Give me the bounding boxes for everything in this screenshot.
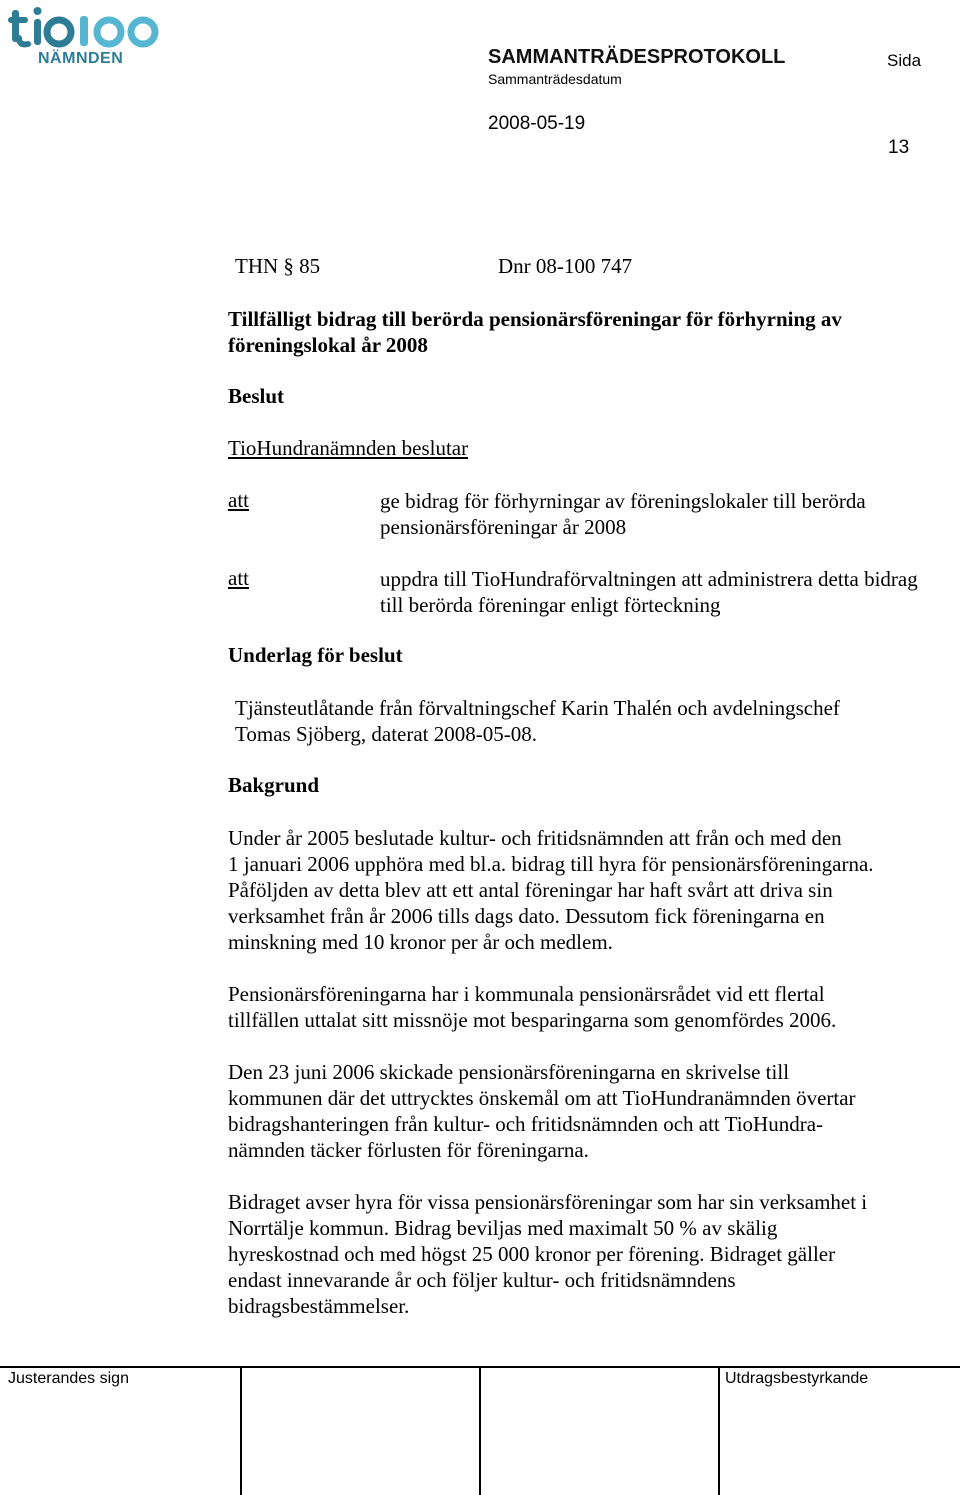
bakgrund-heading: Bakgrund xyxy=(228,773,320,797)
page-number: 13 xyxy=(888,137,910,158)
meeting-date: 2008-05-19 xyxy=(488,113,586,134)
bakgrund-paragraph: Den 23 juni 2006 skickade pensionärsföreningarna en skrivelse till kommunen där det uttrycktes önskemål om att TioHundranämnden övertar bidragshanteringen från kultur- och fritidsnämnden och att TioHundra- nämnden täcker förlusten för föreningarna. xyxy=(228,1060,856,1162)
bakgrund-paragraph: Bidraget avser hyra för vissa pensionärsföreningar som har sin verksamhet i Norrtälje kommun. Bidrag beviljas med maximalt 50 % av skälig hyreskostnad och med högst 25 000 kronor per förening. Bidraget gäller endast innevarande år och följer kultur- och fritidsnämndens bidragsbestämmelser. xyxy=(228,1190,868,1318)
page-label: Sida xyxy=(887,51,922,70)
decision-item: uppdra till TioHundraförvaltningen att administrera detta bidrag till berörda föreningar enligt förteckning xyxy=(380,567,918,617)
logo-subtitle: NÄMNDEN xyxy=(38,50,124,67)
beslut-heading: Beslut xyxy=(228,384,285,408)
decision-marker: att xyxy=(228,566,249,590)
bakgrund-paragraph: Pensionärsföreningarna har i kommunala pensionärsrådet vid ett flertal tillfällen uttalat sitt missnöje mot besparingarna som genomfördes 2006. xyxy=(228,982,837,1032)
signature-box-divider xyxy=(718,1368,720,1495)
decision-marker: att xyxy=(228,488,249,512)
justerandes-sign-label: Justerandes sign xyxy=(8,1370,129,1387)
beslut-intro: TioHundranämnden beslutar xyxy=(228,436,469,460)
paragraph-reference: THN § 85 xyxy=(235,254,321,278)
underlag-text: Tjänsteutlåtande från förvaltningschef Karin Thalén och avdelningschef Tomas Sjöberg, daterat 2008-05-08. xyxy=(235,696,840,746)
document-title: SAMMANTRÄDESPROTOKOLL xyxy=(488,46,786,68)
underlag-heading: Underlag för beslut xyxy=(228,643,403,667)
bakgrund-paragraph: Under år 2005 beslutade kultur- och fritidsnämnden att från och med den 1 januari 2006 upphöra med bl.a. bidrag till hyra för pensionärsföreningarna. Påföljden av detta blev att ett antal föreningar har haft svårt att driva sin verksamhet från år 2006 tills dags dato. Dessutom fick föreningarna en minskning med 10 kronor per år och medlem. xyxy=(228,826,874,954)
signature-box-divider xyxy=(479,1368,481,1495)
matter-title: Tillfälligt bidrag till berörda pensionärsföreningar för förhyrning av föreningslokal år 2008 xyxy=(228,307,842,357)
utdragsbestyrkande-label: Utdragsbestyrkande xyxy=(725,1370,869,1387)
meeting-date-label: Sammanträdesdatum xyxy=(488,71,622,87)
decision-item: ge bidrag för förhyrningar av föreningslokaler till berörda pensionärsföreningar år 2008 xyxy=(380,489,866,539)
case-number: Dnr 08-100 747 xyxy=(498,254,633,278)
signature-box-divider xyxy=(240,1368,242,1495)
